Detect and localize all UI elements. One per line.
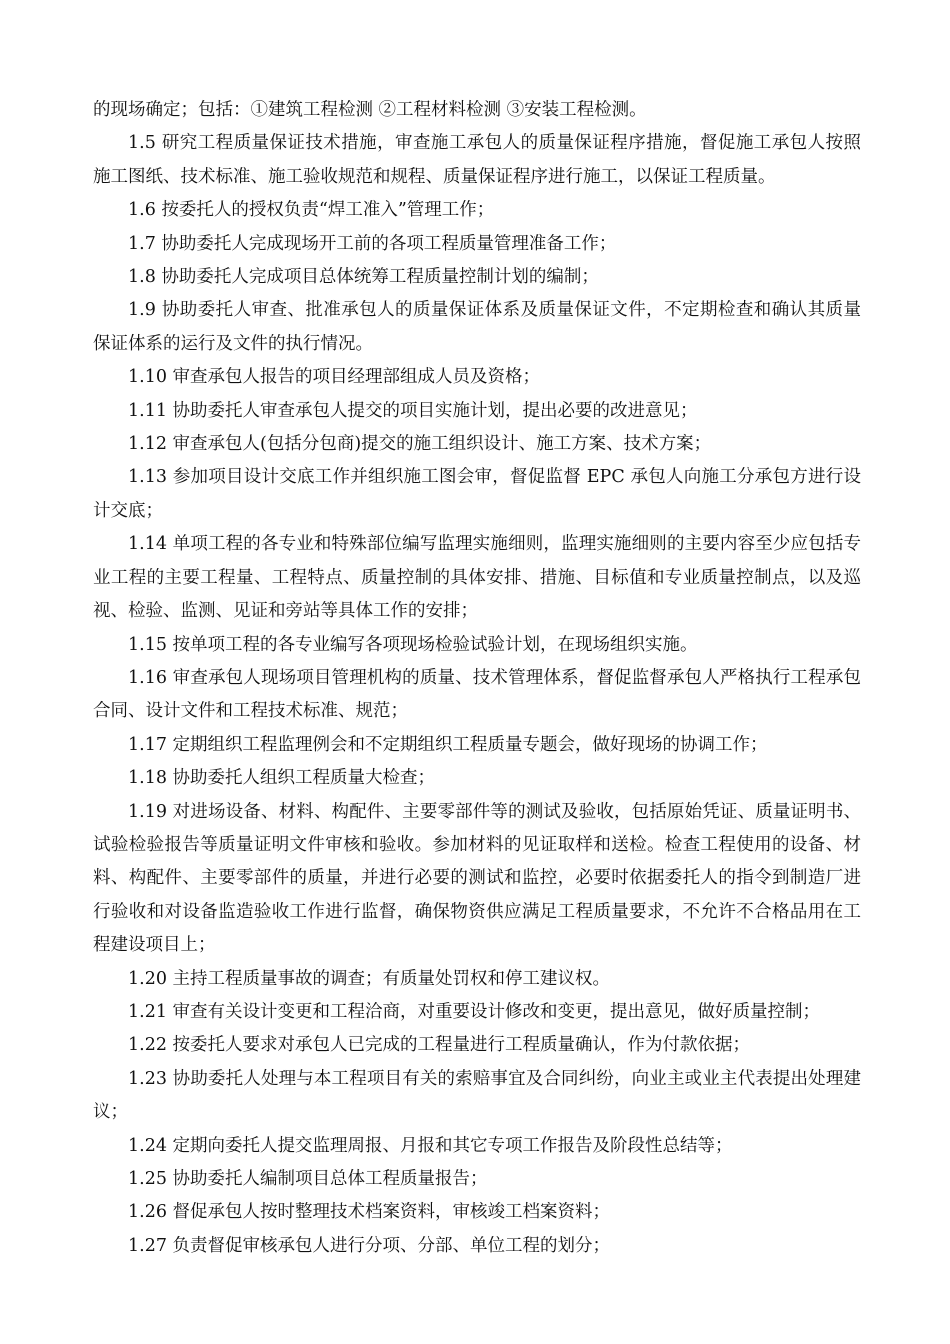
paragraph-item-1-27: 1.27 负责督促审核承包人进行分项、分部、单位工程的划分； xyxy=(128,1235,611,1256)
paragraph-item-1-17: 1.17 定期组织工程监理例会和不定期组织工程质量专题会，做好现场的协调工作； xyxy=(128,734,768,755)
paragraph-item-1-23: 1.23 协助委托人处理与本工程项目有关的索赔事宜及合同纠纷，向业主或业主代表提出处理建议； xyxy=(93,1068,861,1123)
paragraph-item-1-6: 1.6 按委托人的授权负责“焊工准入”管理工作； xyxy=(128,200,495,221)
paragraph-item-1-20: 1.20 主持工程质量事故的调查；有质量处罚权和停工建议权。 xyxy=(128,968,611,989)
paragraph-item-1-15: 1.15 按单项工程的各专业编写各项现场检验试验计划，在现场组织实施。 xyxy=(128,634,698,655)
paragraph-item-1-9: 1.9 协助委托人审查、批准承包人的质量保证体系及质量保证文件，不定期检查和确认其质量保证体系的运行及文件的执行情况。 xyxy=(93,300,861,354)
paragraph-item-1-22: 1.22 按委托人要求对承包人已完成的工程量进行工程质量确认，作为付款依据； xyxy=(128,1035,751,1056)
paragraph-item-1-5: 1.5 研究工程质量保证技术措施，审查施工承包人的质量保证程序措施，督促施工承包人按照施工图纸、技术标准、施工验收规范和规程、质量保证程序进行施工，以保证工程质量。 xyxy=(93,133,861,187)
paragraph-item-1-10: 1.10 审查承包人报告的项目经理部组成人员及资格； xyxy=(128,367,541,388)
paragraph-item-1-18: 1.18 协助委托人组织工程质量大检查； xyxy=(128,768,436,789)
paragraph-item-1-25: 1.25 协助委托人编制项目总体工程质量报告； xyxy=(128,1169,488,1189)
paragraph-item-1-8: 1.8 协助委托人完成项目总体统筹工程质量控制计划的编制； xyxy=(128,267,599,288)
paragraph-item-1-7: 1.7 协助委托人完成现场开工前的各项工程质量管理准备工作； xyxy=(128,233,617,254)
paragraph-item-1-24: 1.24 定期向委托人提交监理周报、月报和其它专项工作报告及阶段性总结等； xyxy=(128,1135,733,1156)
paragraph-item-1-14: 1.14 单项工程的各专业和特殊部位编写监理实施细则，监理实施细则的主要内容至少应包括专业工程的主要工程量、工程特点、质量控制的具体安排、措施、目标值和专业质量控制点，以及巡视、检验、监测、见证和旁站等具体工作的安排； xyxy=(93,534,861,622)
paragraph-item-1-11: 1.11 协助委托人审查承包人提交的项目实施计划，提出必要的改进意见； xyxy=(128,400,698,421)
paragraph-item-1-16: 1.16 审查承包人现场项目管理机构的质量、技术管理体系，督促监督承包人严格执行工程承包合同、设计文件和工程技术标准、规范； xyxy=(93,667,861,722)
paragraph-item-1-26: 1.26 督促承包人按时整理技术档案资料，审核竣工档案资料； xyxy=(128,1202,611,1223)
paragraph-item-1-12: 1.12 审查承包人(包括分包商)提交的施工组织设计、施工方案、技术方案； xyxy=(128,434,712,455)
paragraph-continuation: 的现场确定；包括：①建筑工程检测 ②工程材料检测 ③安装工程检测。 xyxy=(93,100,647,120)
paragraph-item-1-21: 1.21 审查有关设计变更和工程洽商，对重要设计修改和变更，提出意见，做好质量控制； xyxy=(128,1001,821,1022)
document-body xyxy=(93,94,861,1263)
paragraph-item-1-13: 1.13 参加项目设计交底工作并组织施工图会审，督促监督 EPC 承包人向施工分承包方进行设计交底； xyxy=(93,467,861,521)
paragraph-item-1-19: 1.19 对进场设备、材料、构配件、主要零部件等的测试及验收，包括原始凭证、质量证明书、试验检验报告等质量证明文件审核和验收。参加材料的见证取样和送检。检查工程使用的设备、材料、构配件、主要零部件的质量，并进行必要的测试和监控，必要时依据委托人的指令到制造厂进行验收和对设备监造验收工作进行监督，确保物资供应满足工程质量要求，不允许不合格品用在工程建设项目上； xyxy=(93,801,861,956)
